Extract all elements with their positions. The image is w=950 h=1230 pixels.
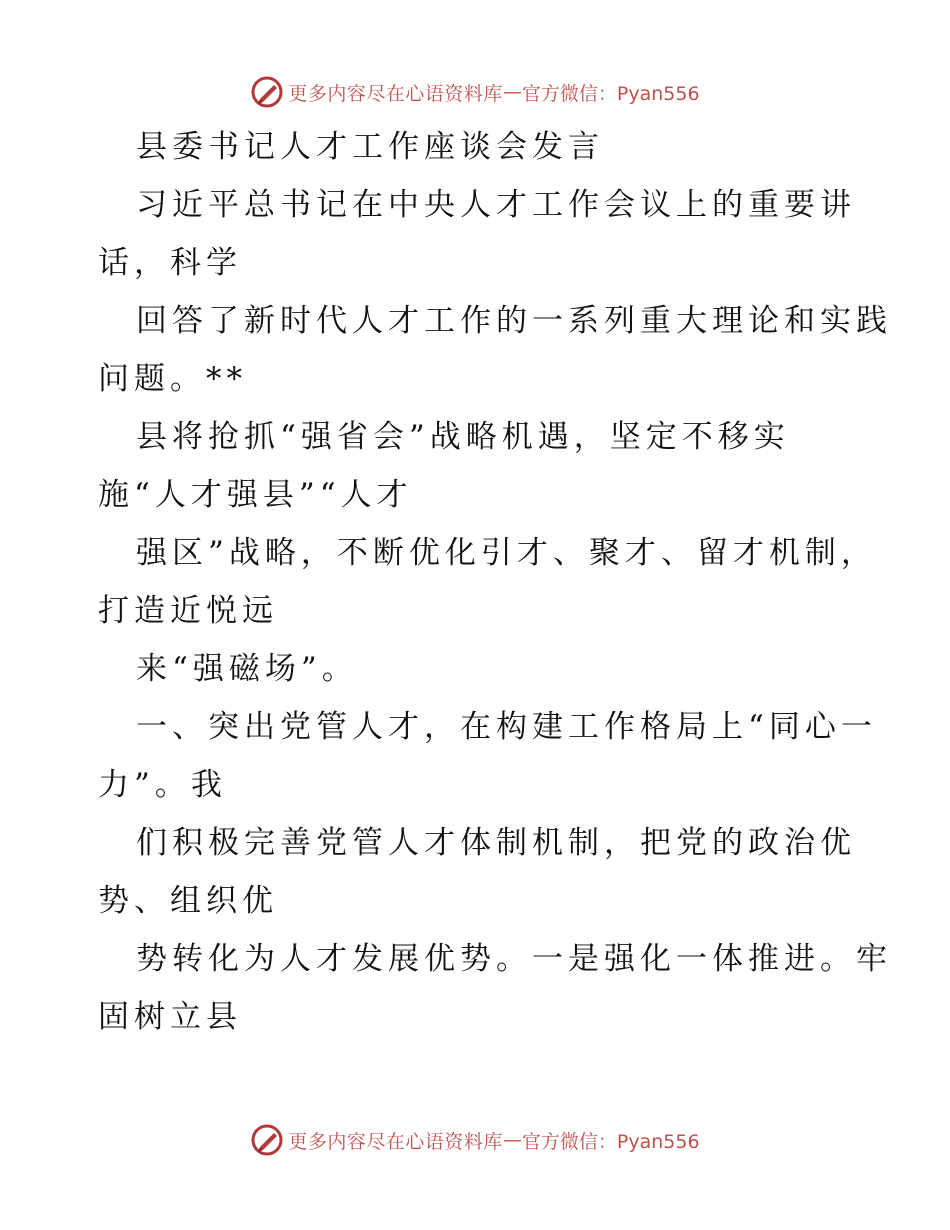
document-title: 县委书记人才工作座谈会发言 [136,129,604,165]
pen-seal-logo-icon [250,75,284,109]
text-line: 回答了新时代人才工作的一系列重大理论和实践 [136,303,892,339]
pen-seal-logo-icon [250,1123,284,1157]
text-line: 习近平总书记在中央人才工作会议上的重要讲 [136,187,856,223]
text-line: 固树立县 [98,999,242,1035]
watermark-brand: 更多内容尽在心语资料库 [288,1130,503,1153]
text-line: 施“人才强县”“人才 [98,477,413,513]
text-line: 们积极完善党管人才体制机制，把党的政治优 [136,825,856,861]
watermark-dash: — [502,81,522,103]
text-line: 势转化为人才发展优势。一是强化一体推进。牢 [136,941,892,977]
text-line: 来“强磁场”。 [136,651,358,687]
text-line: 问题。** [98,361,247,397]
text-line: 话，科学 [98,245,242,281]
section-heading-line: 一、突出党管人才，在构建工作格局上“同心一 [136,709,877,745]
watermark-dash: — [502,1129,522,1151]
watermark-account: 官方微信：Pyan556 [521,82,700,105]
text-line: 打造近悦远 [98,593,278,629]
document-body [98,118,892,1046]
text-line: 县将抢抓“强省会”战略机遇，坚定不移实 [136,419,790,455]
text-line: 势、组织优 [98,883,278,919]
text-line: 强区”战略，不断优化引才、聚才、留才机制， [136,535,877,571]
header-watermark [0,72,950,112]
text-line: 力”。我 [98,767,227,803]
watermark-brand: 更多内容尽在心语资料库 [288,82,503,105]
footer-watermark [0,1120,950,1160]
watermark-account: 官方微信：Pyan556 [521,1130,700,1153]
